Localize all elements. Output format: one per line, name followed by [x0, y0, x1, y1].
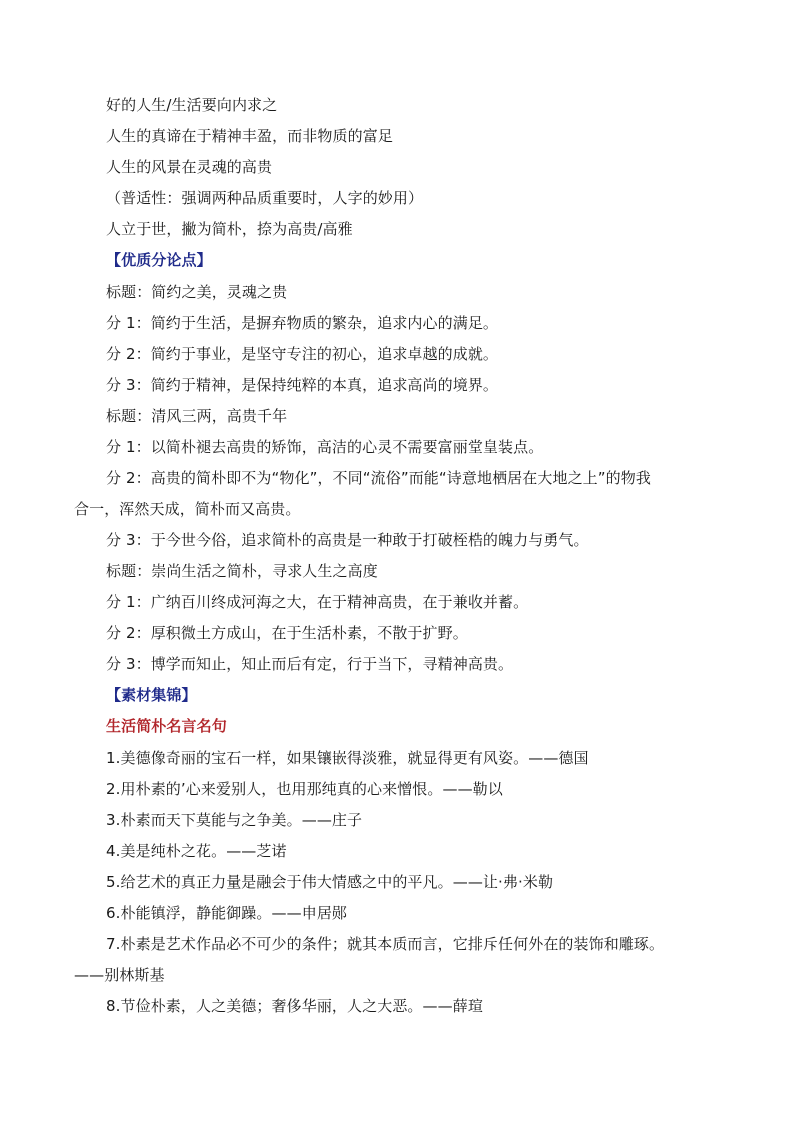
argument-point: 分 3：于今世今俗，追求简朴的高贵是一种敢于打破桎梏的魄力与勇气。 [106, 531, 589, 549]
argument-title-1: 标题：简约之美，灵魂之贵 [106, 283, 288, 301]
quote-item-attribution: ——别林斯基 [74, 966, 165, 984]
quote-item: 8.节俭朴素，人之美德；奢侈华丽，人之大恶。——薛瑄 [106, 997, 483, 1015]
quote-item: 2.用朴素的’心来爱别人，也用那纯真的心来憎恨。——勒以 [106, 780, 503, 798]
argument-point: 分 2：简约于事业，是坚守专注的初心，追求卓越的成就。 [106, 345, 499, 363]
intro-line-3: 人生的风景在灵魂的高贵 [106, 158, 273, 176]
quote-item: 6.朴能镇浮，静能御躁。——申居郧 [106, 904, 348, 922]
quote-item: 7.朴素是艺术作品必不可少的条件；就其本质而言，它排斥任何外在的装饰和雕琢。 [106, 935, 665, 953]
subheading-quotes: 生活简朴名言名句 [106, 717, 227, 735]
argument-title-3: 标题：崇尚生活之简朴，寻求人生之高度 [106, 562, 378, 580]
argument-point: 分 2：高贵的简朴即不为“物化”，不同“流俗”而能“诗意地栖居在大地之上”的物我 [106, 469, 651, 487]
argument-point: 分 3：博学而知止，知止而后有定，行于当下，寻精神高贵。 [106, 655, 514, 673]
section-heading-materials: 【素材集锦】 [106, 686, 197, 704]
argument-point: 分 1：以简朴褪去高贵的矫饰，高洁的心灵不需要富丽堂皇装点。 [106, 438, 544, 456]
argument-point: 分 3：简约于精神，是保持纯粹的本真，追求高尚的境界。 [106, 376, 499, 394]
argument-point: 分 2：厚积微土方成山，在于生活朴素，不散于扩野。 [106, 624, 468, 642]
quote-item: 1.美德像奇丽的宝石一样，如果镶嵌得淡雅，就显得更有风姿。——德国 [106, 749, 589, 767]
quote-item: 3.朴素而天下莫能与之争美。——庄子 [106, 811, 363, 829]
argument-point: 分 1：广纳百川终成河海之大，在于精神高贵，在于兼收并蓄。 [106, 593, 529, 611]
intro-line-1: 好的人生/生活要向内求之 [106, 96, 278, 114]
argument-point-continued: 合一，浑然天成，简朴而又高贵。 [74, 500, 301, 518]
intro-line-5: 人立于世，撇为简朴，捺为高贵/高雅 [106, 220, 353, 238]
argument-point: 分 1：简约于生活，是摒弃物质的繁杂，追求内心的满足。 [106, 314, 499, 332]
section-heading-arguments: 【优质分论点】 [106, 251, 212, 269]
intro-line-4: （普适性：强调两种品质重要时，人字的妙用） [106, 189, 424, 207]
intro-line-2: 人生的真谛在于精神丰盈，而非物质的富足 [106, 127, 393, 145]
quote-item: 5.给艺术的真正力量是融会于伟大情感之中的平凡。——让·弗·米勒 [106, 873, 554, 891]
argument-title-2: 标题：清风三两，高贵千年 [106, 407, 288, 425]
quote-item: 4.美是纯朴之花。——芝诺 [106, 842, 287, 860]
